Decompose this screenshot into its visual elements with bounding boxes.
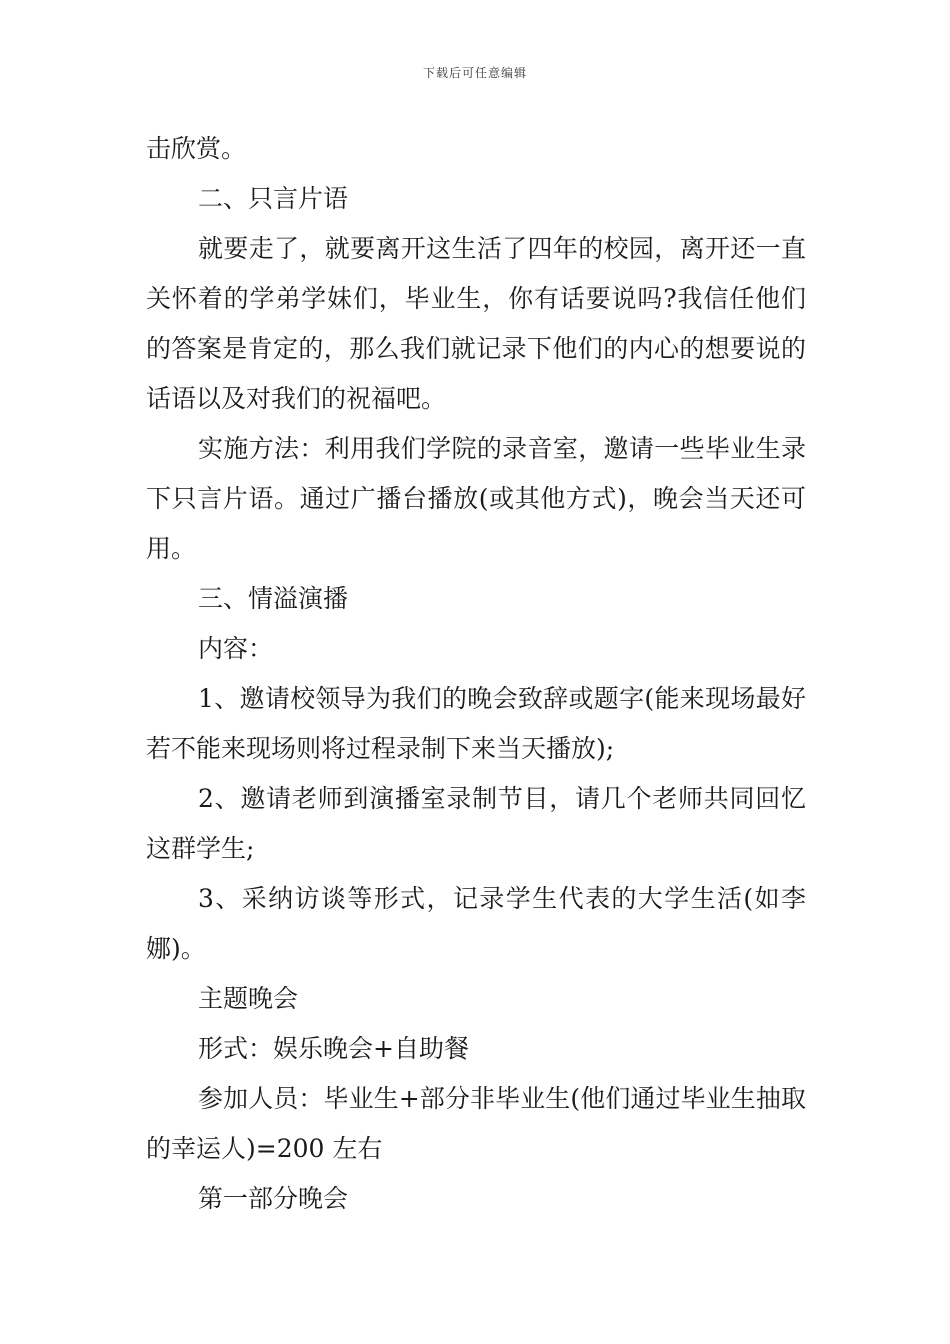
list-item: 2、邀请老师到演播室录制节目，请几个老师共同回忆这群学生; <box>146 784 806 863</box>
list-item: 1、邀请校领导为我们的晚会致辞或题字(能来现场最好若不能来现场则将过程录制下来当天播放); <box>146 684 806 763</box>
section-heading-2: 二、只言片语 <box>198 184 349 213</box>
paragraph-format: 形式：娱乐晚会+自助餐 <box>198 1034 469 1063</box>
list-item: 3、采纳访谈等形式，记录学生代表的大学生活(如李娜)。 <box>146 884 806 963</box>
subheading-part-one: 第一部分晚会 <box>198 1184 349 1213</box>
paragraph-method: 实施方法：利用我们学院的录音室，邀请一些毕业生录下只言片语。通过广播台播放(或其他方式)，晚会当天还可用。 <box>146 434 806 563</box>
paragraph: 就要走了，就要离开这生活了四年的校园，离开还一直关怀着的学弟学妹们，毕业生，你有话要说吗?我信任他们的答案是肯定的，那么我们就记录下他们的内心的想要说的话语以及对我们的祝福吧。 <box>146 234 806 413</box>
page-header-note: 下载后可任意编辑 <box>422 66 527 80</box>
subheading-theme-party: 主题晚会 <box>198 984 299 1013</box>
paragraph-participants: 参加人员：毕业生+部分非毕业生(他们通过毕业生抽取的幸运人)=200 左右 <box>146 1084 806 1163</box>
content-label: 内容： <box>198 634 274 663</box>
paragraph-continuation: 击欣赏。 <box>146 134 247 163</box>
section-heading-3: 三、情溢演播 <box>198 584 349 613</box>
document-body <box>146 124 806 1224</box>
